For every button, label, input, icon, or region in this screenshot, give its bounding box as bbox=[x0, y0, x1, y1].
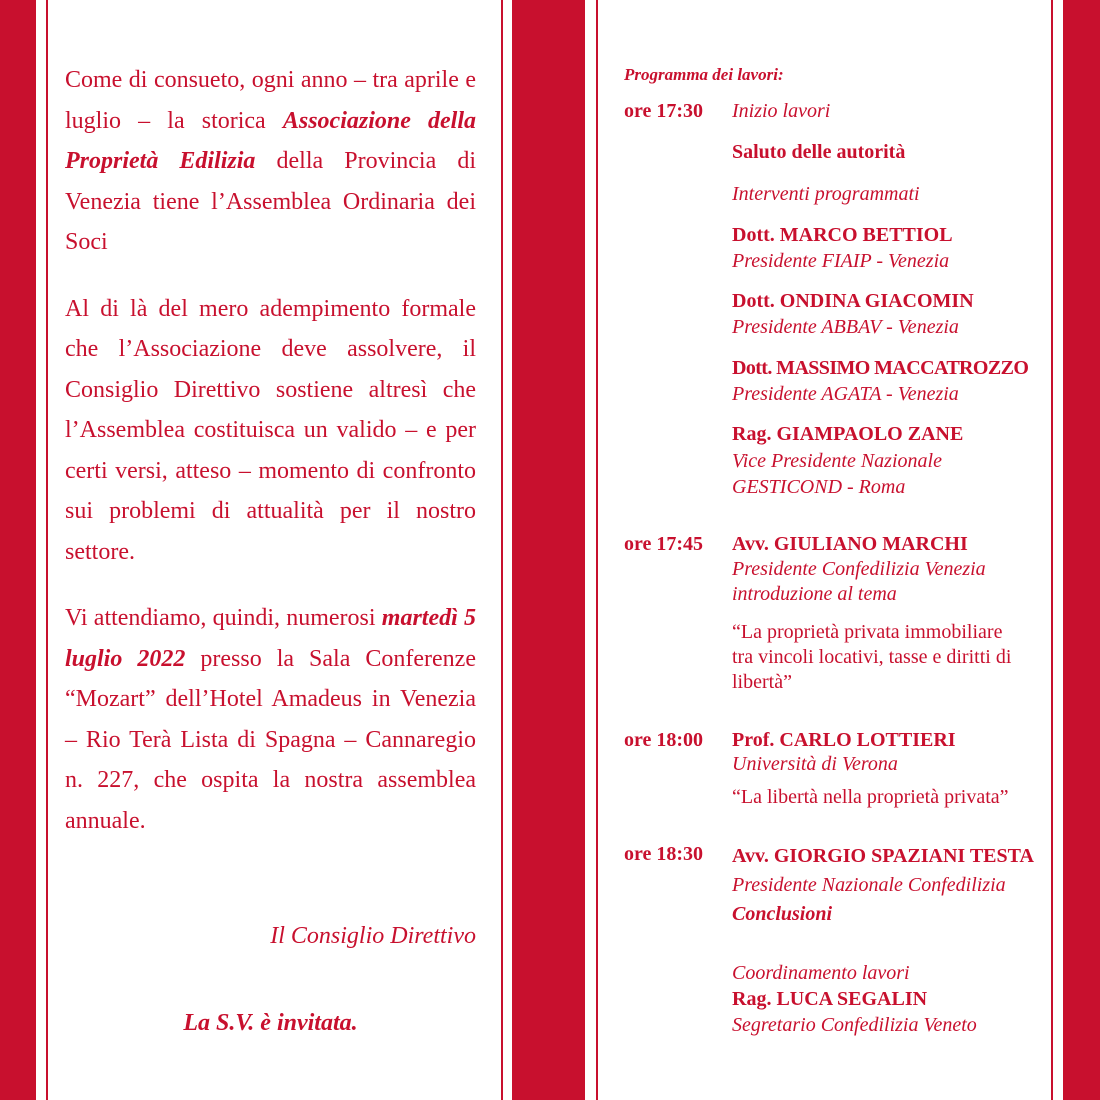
speaker-bettiol-role: Presidente FIAIP - Venezia bbox=[732, 250, 950, 272]
intro-paragraph-2: Al di là del mero adempimento formale che l’Associazione deve assolvere, il Consiglio Direttivo sostiene altresì che l’Assemblea costituisca un valido – e per certi versi, atteso – momento di confronto sui problemi di attualità per il nostro settore. bbox=[65, 295, 476, 565]
start-label: Inizio lavori bbox=[732, 100, 831, 122]
speaker-zane-name: Rag. GIAMPAOLO ZANE bbox=[732, 423, 964, 445]
right-red-band bbox=[1063, 0, 1100, 1100]
speaker-giacomin-role: Presidente ABBAV - Venezia bbox=[732, 316, 959, 338]
association-name: Associazione della Proprietà Edilizia bbox=[65, 107, 477, 174]
center-red-band bbox=[512, 0, 585, 1100]
intro-paragraph-3 bbox=[65, 598, 476, 841]
time-1830: ore 18:30 bbox=[624, 843, 704, 865]
event-date: martedì 5 luglio 2022 bbox=[65, 605, 477, 672]
intro-p1-suffix: della Provincia di Venezia tiene l’Assemblea Ordinaria dei Soci bbox=[65, 148, 476, 255]
speaker-giacomin-name: Dott. ONDINA GIACOMIN bbox=[732, 290, 974, 312]
programme-heading: Programma dei lavori: bbox=[624, 65, 784, 84]
signature: Il Consiglio Direttivo bbox=[270, 923, 476, 949]
coordinator-role: Segretario Confedilizia Veneto bbox=[732, 1014, 977, 1036]
speaker-zane-org: GESTICOND - Roma bbox=[732, 476, 906, 498]
marchi-talk-title-line-1: “La proprietà privata immobiliare bbox=[732, 621, 1003, 643]
conclusions-label: Conclusioni bbox=[732, 903, 833, 925]
time-1745: ore 17:45 bbox=[624, 533, 704, 555]
speaker-lottieri-role: Università di Verona bbox=[732, 753, 898, 775]
intro-paragraph-1 bbox=[65, 60, 476, 263]
time-1800: ore 18:00 bbox=[624, 729, 704, 751]
speaker-bettiol-name: Dott. MARCO BETTIOL bbox=[732, 224, 953, 246]
speaker-maccatrozzo-role: Presidente AGATA - Venezia bbox=[732, 383, 959, 405]
right-panel-left-rule bbox=[596, 0, 598, 1100]
right-panel-right-rule bbox=[1051, 0, 1053, 1100]
invitation-panel bbox=[65, 60, 477, 1036]
left-red-band bbox=[0, 0, 36, 1100]
greetings-label: Saluto delle autorità bbox=[732, 141, 906, 163]
marchi-talk-title-line-3: libertà” bbox=[732, 671, 792, 693]
lottieri-talk-title: “La libertà nella proprietà privata” bbox=[732, 786, 1009, 808]
speaker-marchi-name: Avv. GIULIANO MARCHI bbox=[732, 533, 968, 555]
scheduled-talks-label: Interventi programmati bbox=[732, 183, 920, 205]
speaker-marchi-topic-label: introduzione al tema bbox=[732, 583, 897, 605]
speaker-lottieri-name: Prof. CARLO LOTTIERI bbox=[732, 729, 956, 751]
speaker-zane-role: Vice Presidente Nazionale bbox=[732, 450, 942, 472]
coordination-label: Coordinamento lavori bbox=[732, 962, 910, 984]
intro-p3-prefix: Vi attendiamo, quindi, numerosi bbox=[65, 605, 382, 631]
intro-p1-prefix: Come di consueto, ogni anno – tra aprile e luglio – la storica bbox=[65, 67, 476, 134]
speaker-testa-name: Avv. GIORGIO SPAZIANI TESTA bbox=[732, 845, 1034, 867]
invitation-note: La S.V. è invitata. bbox=[183, 1010, 358, 1036]
marchi-talk-title-line-2: tra vincoli locativi, tasse e diritti di bbox=[732, 646, 1012, 668]
coordinator-name: Rag. LUCA SEGALIN bbox=[732, 988, 928, 1010]
left-panel-right-rule bbox=[501, 0, 503, 1100]
time-1730: ore 17:30 bbox=[624, 100, 704, 122]
speaker-maccatrozzo-name: Dott. MASSIMO MACCATROZZO bbox=[732, 357, 1029, 379]
left-panel-left-rule bbox=[46, 0, 48, 1100]
speaker-marchi-role: Presidente Confedilizia Venezia bbox=[732, 558, 986, 580]
speaker-testa-role: Presidente Nazionale Confedilizia bbox=[732, 874, 1006, 896]
intro-p3-suffix: presso la Sala Conferenze “Mozart” dell’Hotel Amadeus in Venezia – Rio Terà Lista di Spagna – Cannaregio n. 227, che ospita la nostra assemblea annuale. bbox=[65, 645, 476, 834]
